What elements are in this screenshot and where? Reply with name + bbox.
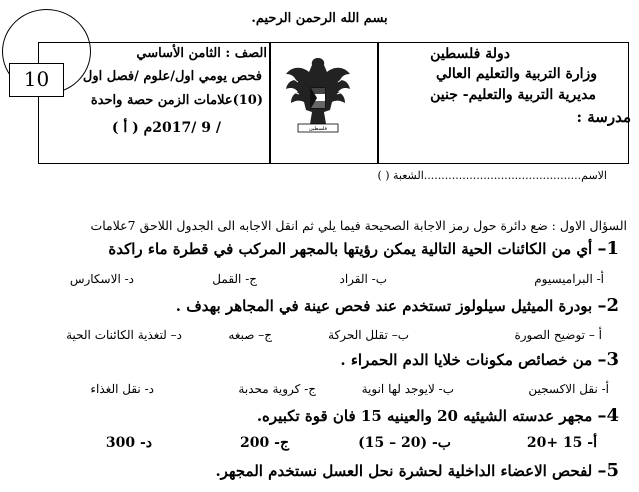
question-4-text: مجهر عدسته الشيئيه 20 والعينيه 15 فان قوة تكبيره. — [256, 407, 593, 425]
q3-option-d: د- نقل الغذاء — [90, 382, 154, 396]
svg-text:فلسطين: فلسطين — [309, 126, 327, 132]
question-3-text: من خصائص مكونات خلايا الدم الحمراء . — [340, 351, 593, 369]
basmala: بسم الله الرحمن الرحيم. — [251, 11, 388, 26]
header-school: مدرسة : — [576, 108, 631, 126]
grade-box: 10 — [9, 63, 64, 97]
header-ministry: وزارة التربية والتعليم العالي — [435, 66, 597, 82]
question-4-number: 4– — [597, 405, 619, 426]
q4-option-a: أ- 15 +20 — [526, 435, 597, 451]
header-divider-right — [377, 43, 379, 163]
header-grade-level: الصف : الثامن الأساسي — [136, 46, 267, 61]
palestine-emblem-icon — [282, 50, 354, 138]
header-country: دولة فلسطين — [430, 46, 510, 62]
question-5 — [215, 460, 619, 481]
question-1-number: 1– — [597, 238, 619, 259]
q1-option-b: ب- القراد — [339, 272, 387, 286]
q4-option-d: د- 300 — [105, 435, 152, 451]
header-marks-time: (10)علامات الزمن حصة واحدة — [90, 93, 263, 108]
student-name-line: الاسم.............................................الشعبة ( ) — [377, 169, 607, 182]
q3-option-a: أ- نقل الاكسجين — [528, 382, 609, 396]
q2-option-b: ب– تقلل الحركة — [328, 328, 409, 342]
q1-option-c: ج- القمل — [212, 272, 257, 286]
question-2-text: بودرة الميثيل سيلولوز تستخدم عند فحص عينة في المجاهر بهدف . — [175, 297, 593, 315]
q2-option-a: أ – توضيح الصورة — [514, 328, 602, 342]
question-5-number: 5– — [597, 460, 619, 481]
header-exam-title: فحص يومي اول/علوم /فصل اول — [82, 69, 262, 84]
question-1 — [108, 238, 619, 259]
q4-option-c: ج- 200 — [240, 435, 289, 451]
header-date: / 9 /2017م ( أ ) — [111, 120, 221, 136]
question-instructions: السؤال الاول : ضع دائرة حول رمز الاجابة الصحيحة فيما يلي ثم انقل الاجابه الى الجدول اللاحق 7علامات — [90, 218, 627, 233]
question-1-text: أي من الكائنات الحية التالية يمكن رؤيتها بالمجهر المركب في قطرة ماء راكدة — [108, 240, 593, 258]
question-3 — [340, 349, 619, 370]
q4-option-b: ب- (20 – 15) — [358, 435, 451, 451]
question-2 — [176, 295, 619, 316]
question-5-text: لفحص الاعضاء الداخلية لحشرة نحل العسل نستخدم المجهر. — [215, 462, 593, 480]
header-directorate: مديرية التربية والتعليم- جنين — [430, 87, 596, 103]
question-3-number: 3– — [597, 349, 619, 370]
question-4 — [257, 405, 619, 426]
question-2-number: 2– — [597, 295, 619, 316]
q2-option-c: ج– صبغه — [228, 328, 272, 342]
q3-option-b: ب- لايوجد لها انوية — [361, 382, 454, 396]
q2-option-d: د– لتغذية الكائنات الحية — [66, 328, 182, 342]
q3-option-c: ج- كروية محدبة — [238, 382, 316, 396]
q1-option-d: د- الاسكارس — [69, 272, 134, 286]
q1-option-a: أ- البراميسيوم — [534, 272, 604, 286]
header-divider-left — [269, 43, 271, 163]
